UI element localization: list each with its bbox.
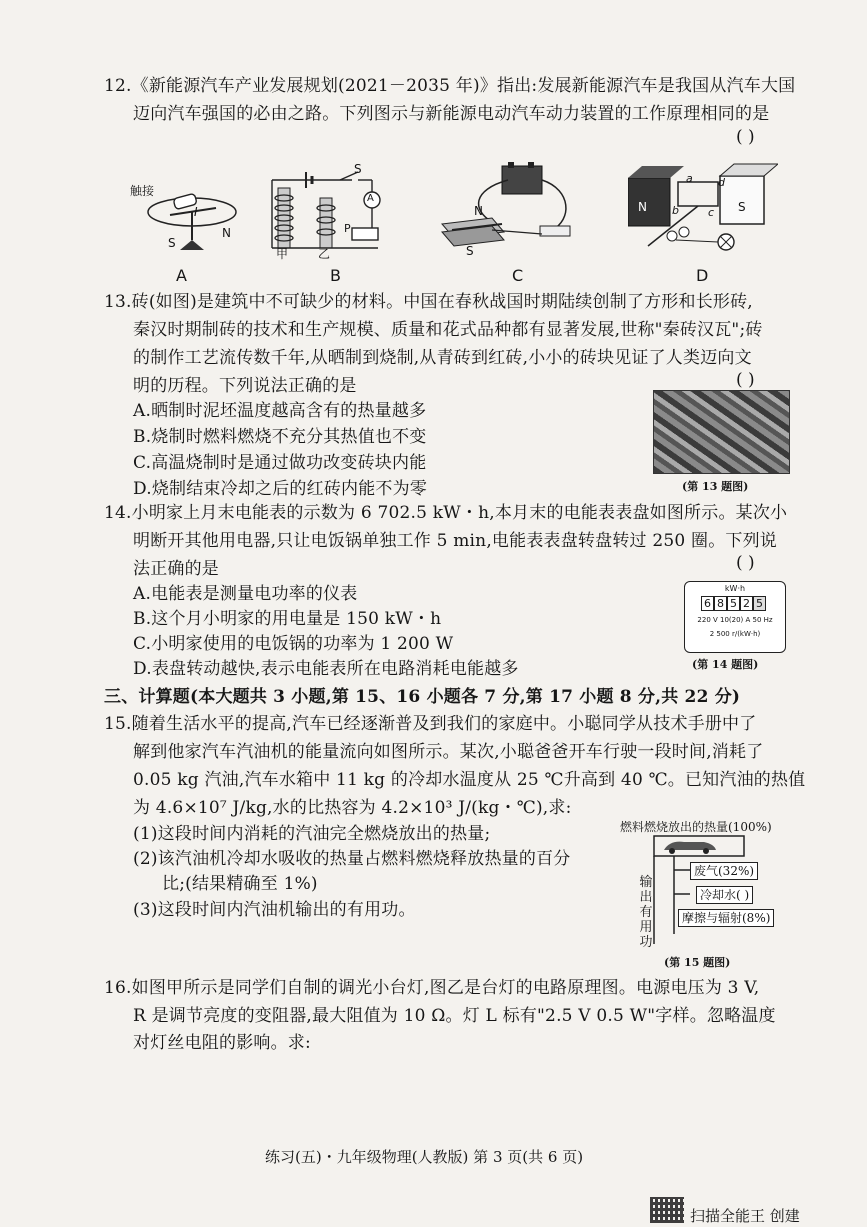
q12-figure-d-generator [628, 160, 778, 260]
q13-option-d: D.烧制结束冷却之后的红砖内能不为零 [133, 479, 428, 499]
q15-figure-caption: (第 15 题图) [664, 956, 731, 969]
q13-figure-caption: (第 13 题图) [682, 480, 749, 493]
q12-b-s-label: S [354, 162, 362, 176]
energy-output-useful-work: 输出有用功 [639, 875, 653, 950]
q14-option-d: D.表盘转动越快,表示电能表所在电路消耗电能越多 [133, 659, 519, 679]
q12-option-a-label: A [176, 266, 187, 285]
q15-subquestion-2b: 比;(结果精确至 1%) [162, 874, 318, 894]
meter-digit: 5 [727, 596, 740, 611]
q12-option-b-label: B [330, 266, 341, 285]
q16-line-1: 16.如图甲所示是同学们自制的调光小台灯,图乙是台灯的电路原理图。电源电压为 3 V, [104, 978, 760, 998]
meter-spec-revolutions: 2 500 r/(kW·h) [709, 630, 761, 638]
q13-line-4: 明的历程。下列说法正确的是 [133, 376, 357, 396]
q14-answer-paren: ( ) [736, 553, 755, 573]
q14-option-b: B.这个月小明家的用电量是 150 kW・h [133, 609, 442, 629]
q12-b-yi-label: 乙 [318, 247, 331, 261]
q12-b-p-label: P [344, 222, 351, 235]
q14-figure-caption: (第 14 题图) [692, 658, 759, 671]
q12-answer-paren: ( ) [736, 127, 755, 147]
q12-d-s-label: S [738, 200, 746, 214]
q14-energy-meter [684, 581, 786, 653]
scanner-watermark: 扫描全能王 创建 [690, 1207, 800, 1225]
q12-a-n-label: N [222, 226, 231, 240]
q13-option-a: A.晒制时泥坯温度越高含有的热量越多 [133, 401, 427, 421]
q12-d-n-label: N [638, 200, 647, 214]
q12-d-a-label: a [686, 172, 693, 185]
meter-unit: kW·h [724, 584, 746, 593]
q12-line-2: 迈向汽车强国的必由之路。下列图示与新能源电动汽车动力装置的工作原理相同的是 [133, 104, 770, 124]
q14-option-c: C.小明家使用的电饭锅的功率为 1 200 W [133, 634, 454, 654]
q12-c-s-label: S [466, 244, 474, 258]
section-3-heading: 三、计算题(本大题共 3 小题,第 15、16 小题各 7 分,第 17 小题 8 分,共 22 分) [104, 687, 741, 707]
q14-line-1: 14.小明家上月末电能表的示数为 6 702.5 kW・h,本月末的电能表表盘如图所示。某次小 [104, 503, 788, 523]
q12-option-d-label: D [696, 266, 709, 285]
q13-line-3: 的制作工艺流传数千年,从晒制到烧制,从青砖到红砖,小小的砖块见证了人类迈向文 [133, 348, 752, 368]
energy-box-friction: 摩擦与辐射(8%) [678, 909, 774, 927]
q12-option-c-label: C [512, 266, 524, 285]
q12-figure-c-wire-in-field [432, 160, 582, 260]
energy-flow-title: 燃料燃烧放出的热量(100%) [620, 820, 772, 834]
meter-spec-voltage: 220 V 10(20) A 50 Hz [697, 616, 773, 624]
meter-digit: 2 [740, 596, 753, 611]
q15-line-3: 0.05 kg 汽油,汽车水箱中 11 kg 的冷却水温度从 25 ℃升高到 40 ℃。已知汽油的热值 [133, 770, 806, 790]
q13-option-c: C.高温烧制时是通过做功改变砖块内能 [133, 453, 427, 473]
q12-d-c-label: c [708, 206, 715, 219]
page-footer: 练习(五)・九年级物理(人教版) 第 3 页(共 6 页) [265, 1148, 584, 1166]
q15-line-2: 解到他家汽车汽油机的能量流向如图所示。某次,小聪爸爸开车行驶一段时间,消耗了 [133, 742, 764, 762]
q12-b-jia-label: 甲 [276, 247, 289, 261]
q15-line-1: 15.随着生活水平的提高,汽车已经逐渐普及到我们的家庭中。小聪同学从技术手册中了 [104, 714, 757, 734]
q12-line-1: 12.《新能源汽车产业发展规划(2021－2035 年)》指出:发展新能源汽车是我国从汽车大国 [104, 76, 796, 96]
meter-digit: 6 [701, 596, 714, 611]
q15-subquestion-1: (1)这段时间内消耗的汽油完全燃烧放出的热量; [133, 824, 491, 844]
q12-d-b-label: b [672, 204, 679, 217]
energy-box-waste-gas: 废气(32%) [690, 862, 758, 880]
q14-option-a: A.电能表是测量电功率的仪表 [133, 584, 358, 604]
q12-a-s-label: S [168, 236, 176, 250]
meter-digit: 8 [714, 596, 727, 611]
q12-c-n-label: N [474, 204, 483, 218]
q16-line-3: 对灯丝电阻的影响。求: [133, 1033, 311, 1053]
q13-line-2: 秦汉时期制砖的技术和生产规模、质量和花式品种都有显著发展,世称"秦砖汉瓦";砖 [133, 320, 763, 340]
energy-box-coolant: 冷却水( ) [696, 886, 753, 904]
q12-d-d-label: d [718, 176, 725, 189]
meter-digits [701, 596, 766, 611]
q13-answer-paren: ( ) [736, 370, 755, 390]
q12-b-a-label: A [367, 193, 374, 204]
qr-code-icon [650, 1197, 684, 1223]
q12-a-i-label: I [194, 205, 198, 219]
q14-line-3: 法正确的是 [133, 559, 219, 579]
q13-line-1: 13.砖(如图)是建筑中不可缺少的材料。中国在春秋战国时期陆续创制了方形和长形砖, [104, 292, 753, 312]
q15-line-4: 为 4.6×10⁷ J/kg,水的比热容为 4.2×10³ J/(kg・℃),求: [133, 798, 572, 818]
q13-brick-photo [653, 390, 790, 474]
q13-option-b: B.烧制时燃料燃烧不充分其热值也不变 [133, 427, 427, 447]
q16-line-2: R 是调节亮度的变阻器,最大阻值为 10 Ω。灯 L 标有"2.5 V 0.5 W"字样。忽略温度 [133, 1006, 776, 1026]
meter-digit-decimal: 5 [753, 596, 766, 611]
q12-a-touch-label: 触接 [130, 184, 155, 198]
q15-subquestion-2a: (2)该汽油机冷却水吸收的热量占燃料燃烧释放热量的百分 [133, 849, 571, 869]
q14-line-2: 明断开其他用电器,只让电饭锅单独工作 5 min,电能表表盘转盘转过 250 圈。下列说 [133, 531, 777, 551]
q15-subquestion-3: (3)这段时间内汽油机输出的有用功。 [133, 900, 416, 920]
